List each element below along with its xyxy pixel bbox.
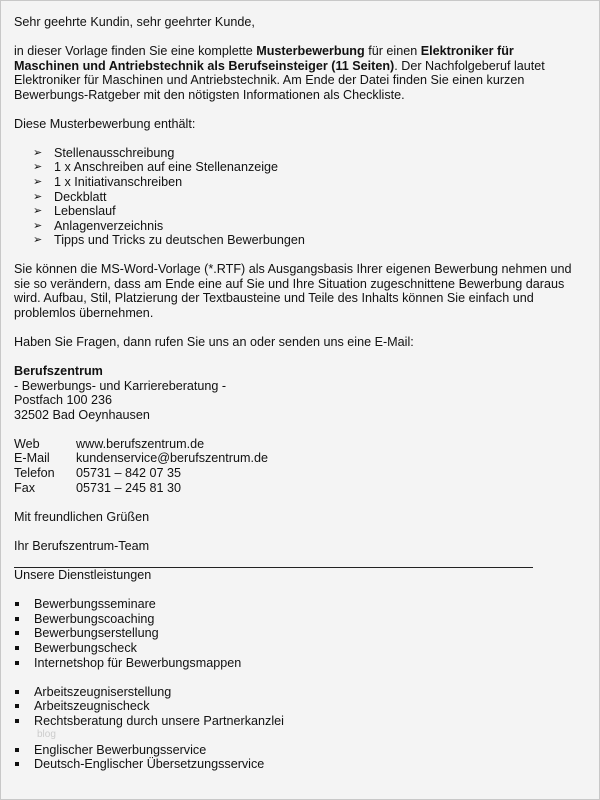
item-label: Bewerbungsseminare [34, 597, 156, 612]
item-label: Bewerbungscoaching [34, 611, 155, 626]
phone-value: 05731 – 842 07 35 [76, 465, 182, 480]
services-heading: Unsere Dienstleistungen [14, 568, 152, 583]
item-label: Tipps und Tricks zu deutschen Bewerbungen [54, 233, 305, 248]
email-link[interactable]: kundenservice@berufszentrum.de [76, 451, 268, 466]
square-bullet-icon [15, 719, 19, 723]
list-item [14, 699, 574, 714]
item-label: Bewerbungscheck [34, 640, 137, 655]
square-bullet-icon [15, 690, 19, 694]
text: für einen [364, 44, 421, 59]
closing: Mit freundlichen Grüßen [14, 509, 150, 524]
website-link[interactable]: www.berufszentrum.de [76, 436, 205, 451]
list-item [14, 597, 574, 612]
contact-label: Fax [14, 480, 35, 495]
list-item [14, 612, 574, 627]
list-gap [14, 728, 574, 743]
contact-label: E-Mail [14, 451, 50, 466]
contact-row [14, 466, 574, 481]
list-item [14, 175, 574, 190]
services-list [14, 743, 574, 772]
bold-text: Musterbewerbung [256, 44, 365, 59]
intro-paragraph [14, 44, 574, 102]
contents-list [14, 146, 574, 248]
list-item [14, 714, 574, 729]
company-subtitle: - Bewerbungs- und Karriereberatung - [14, 378, 227, 393]
services-list [14, 597, 574, 670]
city: 32502 Bad Oeynhausen [14, 407, 150, 422]
contact-row [14, 437, 574, 452]
po-box: Postfach 100 236 [14, 393, 113, 408]
text: . Der Nachfolgeberuf lautet Elektroniker für Maschinen und Antriebstechnik. Am Ende der Datei finden Sie einen kurzen Bewerbungs-Ratgeber mit den nötigsten Informationen als Checkliste. [14, 58, 545, 102]
list-item [14, 190, 574, 205]
square-bullet-icon [15, 602, 19, 606]
arrow-bullet-icon: ➢ [33, 161, 43, 174]
list-item [14, 757, 574, 772]
square-bullet-icon [15, 661, 19, 665]
list-item [14, 219, 574, 234]
address-block [14, 364, 574, 422]
list-item [14, 204, 574, 219]
square-bullet-icon [15, 704, 19, 708]
arrow-bullet-icon: ➢ [33, 190, 43, 203]
item-label: 1 x Anschreiben auf eine Stellenanzeige [54, 160, 279, 175]
usage-paragraph: Sie können die MS-Word-Vorlage (*.RTF) als Ausgangsbasis Ihrer eigenen Bewerbung nehmen und sie so verändern, dass am Ende eine auf Sie und Ihre Situation zugeschnittene Bewerbung daraus wird. Aufbau, Stil, Platzierung der Textbausteine und Teile des Inhalts können Sie einfach und problemlos übernehmen. [14, 262, 572, 320]
item-label: 1 x Initiativanschreiben [54, 175, 183, 190]
item-label: Arbeitszeugniserstellung [34, 684, 172, 699]
item-label: Arbeitszeugnischeck [34, 699, 150, 714]
arrow-bullet-icon: ➢ [33, 234, 43, 247]
item-label: Englischer Bewerbungsservice [34, 742, 207, 757]
company-name: Berufszentrum [14, 364, 103, 379]
questions-paragraph: Haben Sie Fragen, dann rufen Sie uns an oder senden uns eine E-Mail: [14, 335, 414, 350]
fax-value: 05731 – 245 81 30 [76, 480, 182, 495]
list-item [14, 233, 574, 248]
text: in dieser Vorlage finden Sie eine komplette [14, 44, 257, 59]
arrow-bullet-icon: ➢ [33, 176, 43, 189]
contact-row [14, 451, 574, 466]
item-label: Anlagenverzeichnis [54, 218, 164, 233]
bold-text: Elektroniker für Maschinen und Antriebstechnik als Berufseinsteiger (11 Seiten) [14, 44, 514, 73]
arrow-bullet-icon: ➢ [33, 219, 43, 232]
square-bullet-icon [15, 646, 19, 650]
square-bullet-icon [15, 762, 19, 766]
arrow-bullet-icon: ➢ [33, 205, 43, 218]
list-item [14, 743, 574, 758]
list-item [14, 160, 574, 175]
list-item [14, 146, 574, 161]
contents-heading: Diese Musterbewerbung enthält: [14, 116, 196, 131]
contact-block [14, 437, 574, 495]
arrow-bullet-icon: ➢ [33, 146, 43, 159]
square-bullet-icon [15, 617, 19, 621]
item-label: Stellenausschreibung [54, 145, 175, 160]
list-item [14, 626, 574, 641]
watermark: blog [37, 729, 56, 741]
greeting: Sehr geehrte Kundin, sehr geehrter Kunde, [14, 15, 255, 29]
item-label: Internetshop für Bewerbungsmappen [34, 655, 242, 670]
item-label: Deckblatt [54, 189, 107, 204]
square-bullet-icon [15, 748, 19, 752]
signature: Ihr Berufszentrum-Team [14, 538, 150, 553]
contact-row [14, 481, 574, 496]
item-label: Deutsch-Englischer Übersetzungsservice [34, 757, 265, 772]
item-label: Lebenslauf [54, 204, 116, 219]
list-item [14, 685, 574, 700]
contact-label: Web [14, 436, 40, 451]
list-item [14, 656, 574, 671]
services-list [14, 685, 574, 729]
item-label: Bewerbungserstellung [34, 626, 159, 641]
item-label: Rechtsberatung durch unsere Partnerkanzlei [34, 713, 284, 728]
square-bullet-icon [15, 631, 19, 635]
contact-label: Telefon [14, 465, 55, 480]
list-item [14, 641, 574, 656]
